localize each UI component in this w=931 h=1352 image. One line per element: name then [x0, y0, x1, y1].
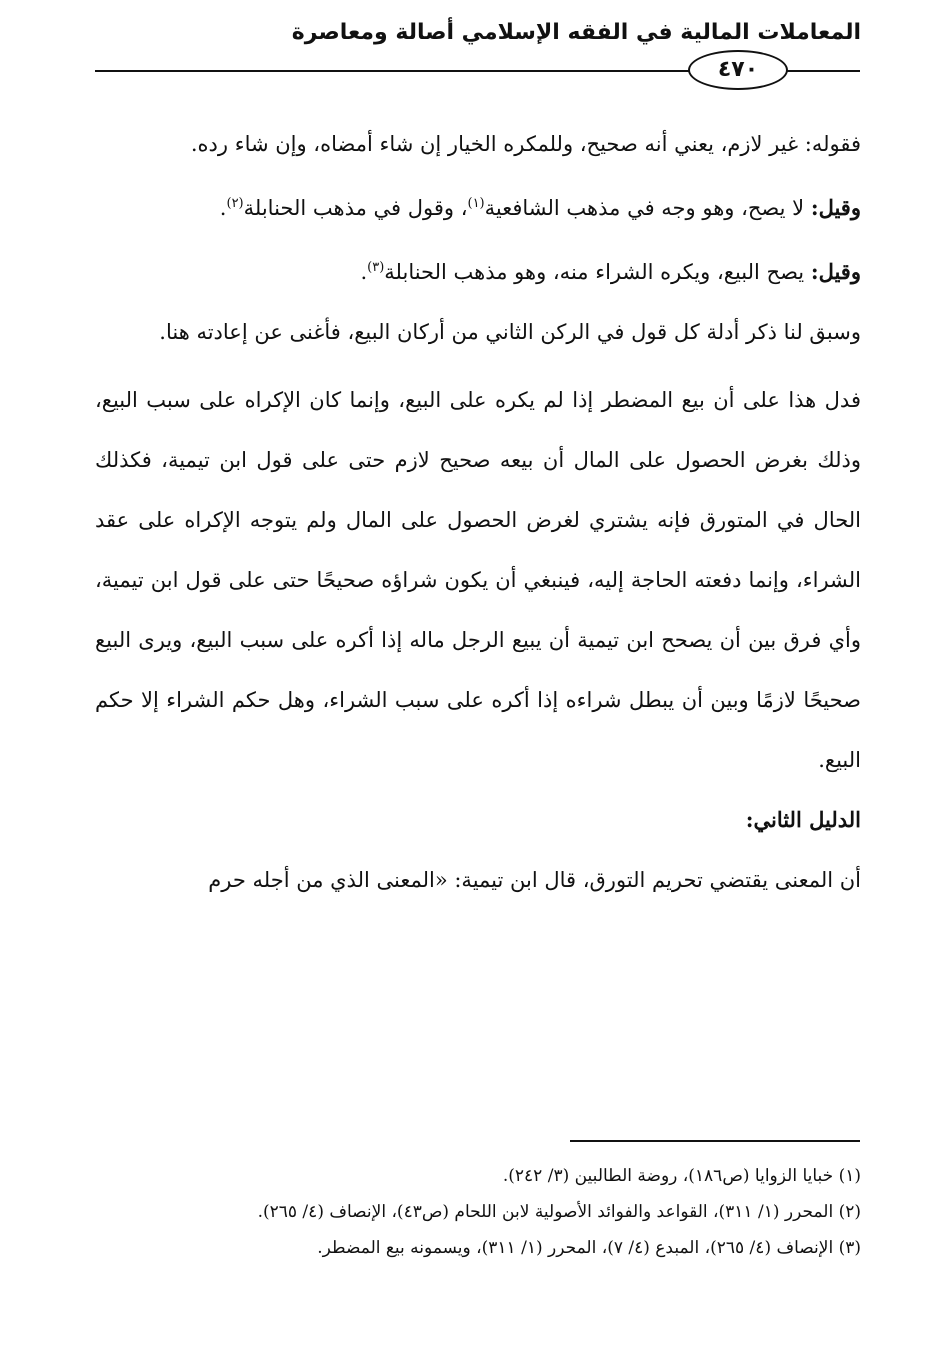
- footnote-rule: [570, 1140, 860, 1142]
- opinion-punctuation: .: [219, 196, 227, 220]
- footnote-2: (٢) المحرر (١/ ٣١١)، القواعد والفوائد الأصولية لابن اللحام (ص٤٣)، الإنصاف (٤/ ٢٦٥).: [257, 1202, 861, 1222]
- opinion-text: يصح البيع، ويكره الشراء منه، وهو مذهب الحنابلة: [384, 260, 811, 284]
- paragraph-third-opinion: [95, 242, 861, 302]
- footnote-ref-3: (٣): [367, 260, 385, 275]
- paragraph-evidence-reference: وسبق لنا ذكر أدلة كل قول في الركن الثاني من أركان البيع، فأغنى عن إعادته هنا.: [159, 320, 861, 344]
- running-header-title: المعاملات المالية في الفقه الإسلامي أصالة ومعاصرة: [291, 20, 861, 45]
- footnotes: [81, 1158, 861, 1266]
- paragraph-second-opinion: [95, 178, 861, 238]
- section-heading: الدليل الثاني:: [745, 807, 861, 832]
- paragraph-argument: فدل هذا على أن بيع المضطر إذا لم يكره على البيع، وإنما كان الإكراه على سبب البيع، وذلك بغرض الحصول على المال أن بيعه صحيح لازم حتى على قول ابن تيمية، فكذلك الحال في المتورق فإنه يشتري لغرض الحصول على المال ولم يتوجه الإكراه على عقد الشراء، وإنما دفعته الحاجة إليه، فينبغي أن يكون شراؤه صحيحًا حتى على قول ابن تيمية، وأي فرق بين أن يصحح ابن تيمية أن يبيع الرجل ماله إذا أكره على سبب البيع، ويرى البيع صحيحًا لازمًا وبين أن يبطل شراءه إذا أكره على سبب الشراء، وهل حكم الشراء إلا حكم البيع.: [95, 388, 861, 772]
- footnote-3: (٣) الإنصاف (٤/ ٢٦٥)، المبدع (٤/ ٧)، المحرر (١/ ٣١١)، ويسمونه بيع المضطر.: [317, 1238, 861, 1258]
- opinion-lead: وقيل:: [810, 195, 861, 220]
- opinion-text: ، وقول في مذهب الحنابلة: [243, 196, 468, 220]
- footnote-1: (١) خبايا الزوايا (ص١٨٦)، روضة الطالبين (٣/ ٢٤٢).: [502, 1166, 861, 1186]
- opinion-punctuation: .: [360, 260, 368, 284]
- footnote-ref-1: (١): [467, 196, 485, 211]
- opinion-lead: وقيل:: [810, 259, 861, 284]
- opinion-text: لا يصح، وهو وجه في مذهب الشافعية: [484, 196, 811, 220]
- paragraph-explanation: فقوله: غير لازم، يعني أنه صحيح، وللمكره الخيار إن شاء أمضاه، وإن شاء رده.: [190, 132, 861, 156]
- main-text: [95, 114, 861, 910]
- footnote-ref-2: (٢): [226, 196, 244, 211]
- page-number-badge: ٤٧٠: [688, 50, 788, 90]
- paragraph-second-evidence: أن المعنى يقتضي تحريم التورق، قال ابن تيمية: «المعنى الذي من أجله حرم: [208, 868, 861, 892]
